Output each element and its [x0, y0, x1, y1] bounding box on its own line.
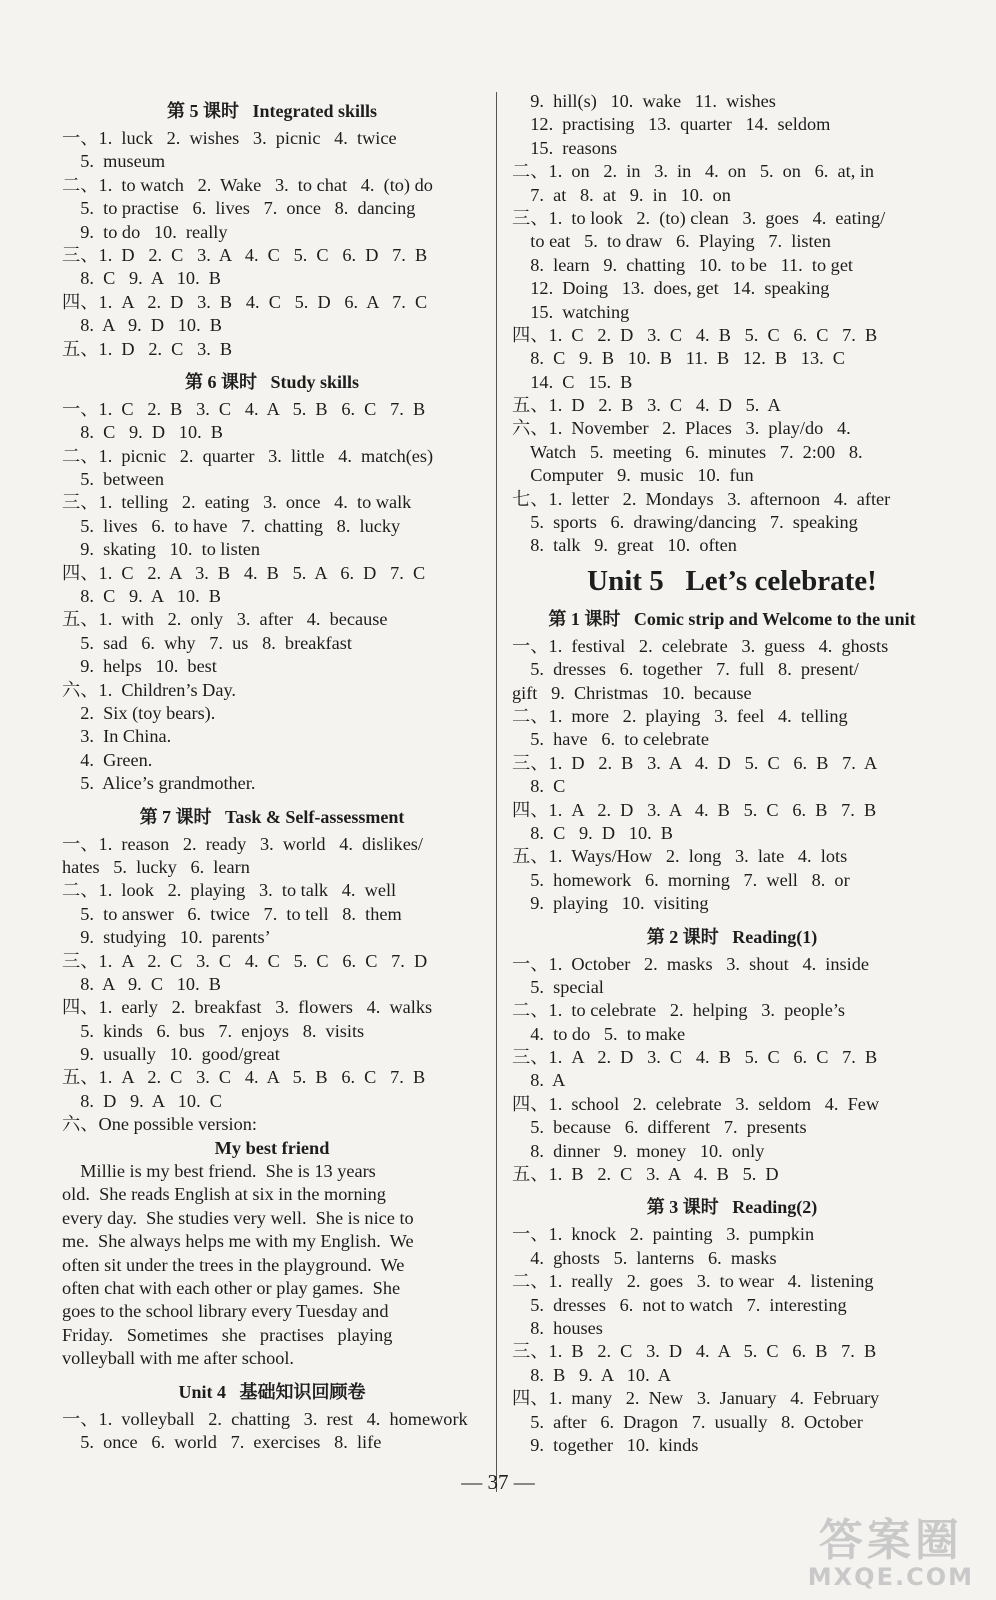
answer-line: 8. talk 9. great 10. often	[512, 535, 737, 556]
answer-line: 4. ghosts 5. lanterns 6. masks	[512, 1247, 777, 1268]
answer-line: 9. skating 10. to listen	[62, 539, 261, 560]
answer-line: 5. because 6. different 7. presents	[512, 1117, 807, 1138]
answer-line: 三、1. D 2. C 3. A 4. C 5. C 6. D 7. B	[62, 244, 428, 265]
answer-line: 五、1. with 2. only 3. after 4. because	[62, 609, 388, 630]
answer-line: 5. Alice’s grandmother.	[62, 773, 256, 794]
answer-line: 三、1. A 2. D 3. C 4. B 5. C 6. C 7. B	[512, 1047, 878, 1068]
answer-line: 三、1. to look 2. (to) clean 3. goes 4. eating/	[512, 207, 886, 228]
answer-line: 一、1. knock 2. painting 3. pumpkin	[512, 1224, 815, 1245]
left-answer-column	[62, 90, 482, 1454]
page-number: — 37 —	[461, 1470, 535, 1494]
lesson-heading: 第 5 课时 Integrated skills	[166, 101, 377, 121]
answer-line: 9. hill(s) 10. wake 11. wishes	[512, 91, 776, 111]
answer-line: 8. C 9. A 10. B	[62, 268, 221, 289]
unit-title: Unit 5 Let’s celebrate!	[587, 564, 877, 597]
answer-line: 9. to do 10. really	[62, 221, 228, 242]
essay-line: goes to the school library every Tuesday and	[62, 1301, 389, 1322]
answer-line: Watch 5. meeting 6. minutes 7. 2:00 8.	[512, 441, 863, 462]
answer-line: 二、1. more 2. playing 3. feel 4. telling	[512, 705, 848, 726]
lesson-heading: 第 6 课时 Study skills	[184, 371, 360, 392]
answer-line: 8. A 9. C 10. B	[62, 973, 221, 994]
answer-line: 五、1. D 2. B 3. C 4. D 5. A	[512, 395, 781, 416]
lesson-heading: Unit 4 基础知识回顾卷	[178, 1381, 366, 1402]
answer-line: 三、1. D 2. B 3. A 4. D 5. C 6. B 7. A	[512, 752, 878, 773]
answer-line: 四、1. many 2. New 3. January 4. February	[512, 1388, 880, 1409]
answer-line: gift 9. Christmas 10. because	[512, 682, 752, 703]
watermark-logo	[807, 1515, 974, 1591]
answer-line: 8. A 9. D 10. B	[62, 315, 222, 336]
answer-line: 六、1. November 2. Places 3. play/do 4.	[512, 418, 851, 439]
answer-line: 二、1. to celebrate 2. helping 3. people’s	[512, 1000, 846, 1021]
answer-line: 9. playing 10. visiting	[512, 893, 709, 914]
answer-line: 五、1. D 2. C 3. B	[62, 338, 233, 359]
answer-line: 3. In China.	[62, 726, 172, 747]
answer-line: 8. houses	[512, 1317, 603, 1338]
answer-line: 9. usually 10. good/great	[62, 1044, 280, 1065]
answer-line: 5. sad 6. why 7. us 8. breakfast	[62, 632, 352, 653]
answer-line: 五、1. A 2. C 3. C 4. A 5. B 6. C 7. B	[62, 1067, 426, 1088]
answer-line: 5. dresses 6. not to watch 7. interesting	[512, 1294, 847, 1315]
answer-line: 四、1. A 2. D 3. A 4. B 5. C 6. B 7. B	[512, 799, 877, 820]
answer-line: 二、1. really 2. goes 3. to wear 4. listening	[512, 1271, 874, 1292]
answer-line: 8. learn 9. chatting 10. to be 11. to get	[512, 254, 854, 275]
answer-line: 一、1. reason 2. ready 3. world 4. dislikes/	[62, 833, 424, 854]
answer-line: 14. C 15. B	[512, 371, 633, 392]
answer-line: 5. to answer 6. twice 7. to tell 8. them	[62, 903, 402, 924]
answer-line: 8. C 9. D 10. B	[512, 822, 673, 843]
answer-line: 5. dresses 6. together 7. full 8. present/	[512, 659, 859, 680]
essay-line: Friday. Sometimes she practises playing	[62, 1324, 393, 1345]
answer-line: 六、One possible version:	[62, 1114, 257, 1135]
answer-line: 8. D 9. A 10. C	[62, 1090, 222, 1111]
answer-line: 5. kinds 6. bus 7. enjoys 8. visits	[62, 1020, 365, 1041]
essay-title: My best friend	[214, 1137, 330, 1158]
answer-line: 一、1. festival 2. celebrate 3. guess 4. ghosts	[512, 635, 889, 656]
answer-line: 三、1. telling 2. eating 3. once 4. to walk	[62, 492, 412, 513]
answer-line: 12. practising 13. quarter 14. seldom	[512, 114, 831, 135]
answer-line: 5. special	[512, 976, 604, 997]
answer-line: hates 5. lucky 6. learn	[62, 856, 250, 877]
answer-line: 四、1. C 2. D 3. C 4. B 5. C 6. C 7. B	[512, 324, 878, 345]
answer-line: 8. A	[512, 1070, 566, 1091]
answer-line: Computer 9. music 10. fun	[512, 465, 754, 486]
answer-line: 8. C 9. D 10. B	[62, 422, 223, 443]
answer-line: 5. lives 6. to have 7. chatting 8. lucky	[62, 515, 401, 536]
answer-line: 5. once 6. world 7. exercises 8. life	[62, 1431, 382, 1452]
essay-line: Millie is my best friend. She is 13 years	[62, 1161, 376, 1182]
answer-line: 四、1. C 2. A 3. B 4. B 5. A 6. D 7. C	[62, 562, 426, 583]
answer-line: 二、1. look 2. playing 3. to talk 4. well	[62, 880, 397, 901]
answer-line: 二、1. picnic 2. quarter 3. little 4. match(es)	[62, 445, 434, 466]
answer-line: 5. sports 6. drawing/dancing 7. speaking	[512, 512, 858, 533]
answer-line: 七、1. letter 2. Mondays 3. afternoon 4. after	[512, 488, 891, 509]
essay-line: me. She always helps me with my English. We	[62, 1231, 414, 1252]
answer-line: 5. after 6. Dragon 7. usually 8. October	[512, 1411, 863, 1432]
answer-line: 一、1. volleyball 2. chatting 3. rest 4. homework	[62, 1408, 468, 1429]
column-divider	[496, 92, 497, 1492]
lesson-heading: 第 7 课时 Task & Self-assessment	[139, 806, 405, 827]
answer-line: 4. Green.	[62, 749, 153, 770]
lesson-heading: 第 1 课时 Comic strip and Welcome to the unit	[548, 608, 916, 629]
right-answer-column	[512, 90, 952, 1457]
answer-line: 2. Six (toy bears).	[62, 702, 216, 723]
answer-line: 15. watching	[512, 301, 630, 322]
essay-line: often sit under the trees in the playground. We	[62, 1254, 405, 1275]
answer-line: 5. museum	[62, 151, 166, 172]
answer-line: 四、1. A 2. D 3. B 4. C 5. D 6. A 7. C	[62, 291, 428, 312]
essay-line: often chat with each other or play games. She	[62, 1277, 401, 1298]
answer-line: 9. studying 10. parents’	[62, 927, 271, 948]
answer-line: 五、1. Ways/How 2. long 3. late 4. lots	[512, 846, 848, 867]
watermark-title: 答案圈	[818, 1515, 963, 1566]
answer-line: to eat 5. to draw 6. Playing 7. listen	[512, 231, 831, 252]
answer-line: 9. together 10. kinds	[512, 1434, 699, 1455]
answer-line: 8. C 9. B 10. B 11. B 12. B 13. C	[512, 348, 845, 369]
answer-line: 一、1. October 2. masks 3. shout 4. inside	[512, 953, 869, 974]
answer-line: 8. dinner 9. money 10. only	[512, 1140, 765, 1161]
answer-line: 一、1. luck 2. wishes 3. picnic 4. twice	[62, 128, 397, 148]
answer-line: 5. to practise 6. lives 7. once 8. dancing	[62, 198, 416, 219]
answer-line: 5. between	[62, 469, 165, 490]
essay-line: volleyball with me after school.	[62, 1348, 295, 1369]
watermark-url: MXQE.COM	[807, 1563, 974, 1591]
answer-line: 5. homework 6. morning 7. well 8. or	[512, 869, 850, 890]
answer-line: 5. have 6. to celebrate	[512, 729, 709, 750]
answer-line: 8. B 9. A 10. A	[512, 1364, 671, 1385]
answer-line: 三、1. B 2. C 3. D 4. A 5. C 6. B 7. B	[512, 1341, 877, 1362]
answer-line: 12. Doing 13. does, get 14. speaking	[512, 278, 830, 299]
lesson-heading: 第 3 课时 Reading(2)	[646, 1197, 818, 1218]
lesson-heading: 第 2 课时 Reading(1)	[646, 926, 818, 947]
answer-line: 四、1. early 2. breakfast 3. flowers 4. walks	[62, 997, 433, 1018]
essay-line: old. She reads English at six in the morning	[62, 1184, 386, 1205]
answer-line: 四、1. school 2. celebrate 3. seldom 4. Few	[512, 1093, 880, 1114]
answer-line: 8. C 9. A 10. B	[62, 586, 221, 607]
answer-line: 三、1. A 2. C 3. C 4. C 5. C 6. C 7. D	[62, 950, 428, 971]
answer-line: 15. reasons	[512, 137, 618, 158]
answer-line: 二、1. on 2. in 3. in 4. on 5. on 6. at, in	[512, 161, 875, 182]
answer-line: 8. C	[512, 776, 566, 797]
answer-line: 9. helps 10. best	[62, 656, 217, 677]
answer-line: 六、1. Children’s Day.	[62, 679, 236, 700]
answer-line: 7. at 8. at 9. in 10. on	[512, 184, 731, 205]
answer-line: 一、1. C 2. B 3. C 4. A 5. B 6. C 7. B	[62, 398, 426, 419]
answer-line: 五、1. B 2. C 3. A 4. B 5. D	[512, 1164, 779, 1185]
essay-line: every day. She studies very well. She is nice to	[62, 1207, 414, 1228]
answer-line: 二、1. to watch 2. Wake 3. to chat 4. (to) do	[62, 174, 433, 195]
answer-line: 4. to do 5. to make	[512, 1023, 686, 1044]
